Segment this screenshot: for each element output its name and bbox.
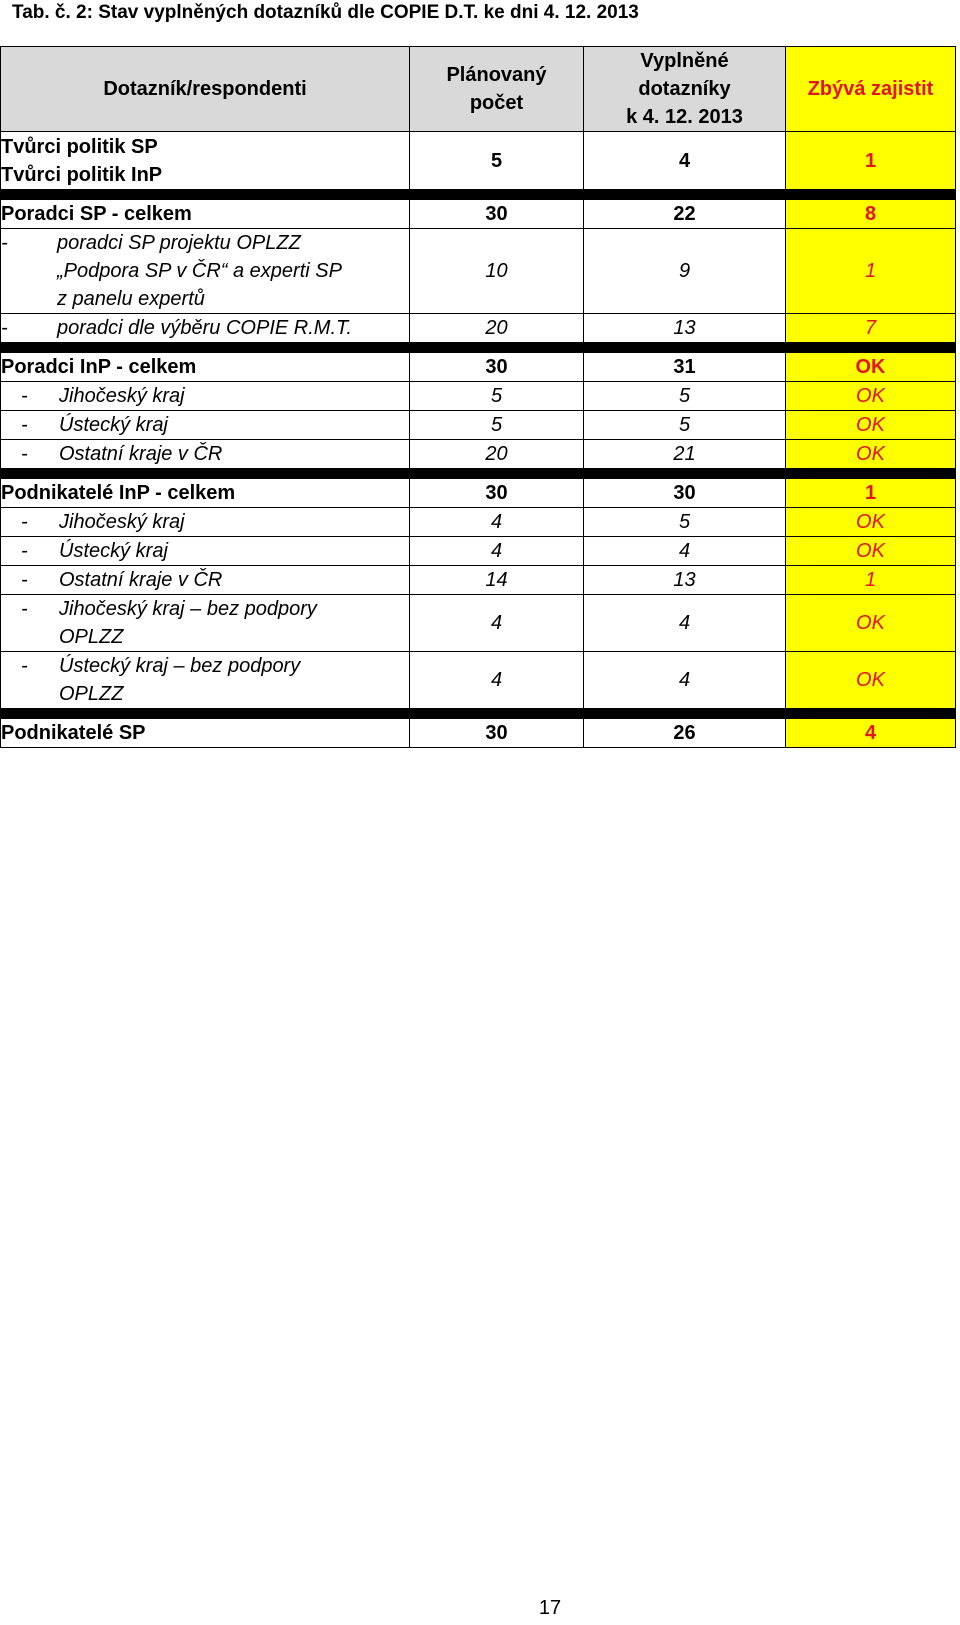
row-label — [1, 382, 410, 411]
remaining-value: OK — [786, 353, 956, 382]
row-label: Poradci InP - celkem — [1, 353, 410, 382]
remaining-value: OK — [786, 537, 956, 566]
dash-marker: - — [1, 317, 8, 339]
table-header-row — [1, 47, 956, 132]
planned-value: 5 — [410, 132, 584, 190]
remaining-value: 7 — [786, 314, 956, 343]
header-remaining: Zbývá zajistit — [786, 47, 956, 132]
remaining-value: 1 — [786, 566, 956, 595]
table-row — [1, 229, 956, 314]
sub-item-text — [59, 595, 317, 651]
filled-value: 26 — [584, 719, 786, 748]
row-label: Podnikatelé SP — [1, 719, 410, 748]
sub-item — [1, 229, 409, 313]
questionnaire-status-table — [0, 46, 956, 748]
remaining-value: OK — [786, 382, 956, 411]
sub-item-line1: Ústecký kraj – bez podpory — [59, 655, 301, 677]
remaining-value: OK — [786, 411, 956, 440]
planned-value: 20 — [410, 314, 584, 343]
sub-item — [1, 314, 409, 342]
sub-item-line2: OPLZZ — [59, 626, 124, 648]
planned-value: 20 — [410, 440, 584, 469]
planned-value: 30 — [410, 200, 584, 229]
sub-item — [1, 537, 409, 565]
filled-value: 13 — [584, 566, 786, 595]
sub-item-text: Jihočeský kraj — [59, 385, 185, 407]
filled-value: 31 — [584, 353, 786, 382]
row-label — [1, 132, 410, 190]
planned-value: 5 — [410, 382, 584, 411]
sub-item — [1, 440, 409, 468]
remaining-value: OK — [786, 508, 956, 537]
row-label — [1, 566, 410, 595]
row-label: Poradci SP - celkem — [1, 200, 410, 229]
sub-item-text: Ostatní kraje v ČR — [59, 569, 223, 591]
planned-value: 4 — [410, 537, 584, 566]
table-row — [1, 314, 956, 343]
table-row — [1, 566, 956, 595]
table-row — [1, 652, 956, 709]
remaining-value: OK — [786, 652, 956, 709]
row-label — [1, 314, 410, 343]
remaining-value: 1 — [786, 132, 956, 190]
dash-marker: - — [21, 569, 28, 591]
sub-item-text: Ústecký kraj — [59, 414, 168, 436]
row-label — [1, 229, 410, 314]
sub-item-line2: OPLZZ — [59, 683, 124, 705]
section-divider — [1, 709, 956, 719]
sub-item-line2: „Podpora SP v ČR“ a experti SP — [57, 260, 342, 282]
header-filled-line1: Vyplněné — [640, 50, 729, 72]
filled-value: 5 — [584, 411, 786, 440]
sub-item-text — [59, 652, 300, 708]
row-label — [1, 411, 410, 440]
row-label — [1, 508, 410, 537]
table-row — [1, 719, 956, 748]
sub-item — [1, 652, 409, 708]
section-divider — [1, 190, 956, 200]
header-filled-line3: k 4. 12. 2013 — [626, 106, 743, 128]
planned-value: 30 — [410, 353, 584, 382]
remaining-value: 1 — [786, 479, 956, 508]
dash-marker: - — [1, 232, 8, 254]
page-number: 17 — [538, 1597, 562, 1619]
planned-value: 30 — [410, 719, 584, 748]
table-row — [1, 508, 956, 537]
dash-marker: - — [21, 414, 28, 436]
filled-value: 21 — [584, 440, 786, 469]
filled-value: 13 — [584, 314, 786, 343]
sub-item-line3: z panelu expertů — [57, 288, 205, 310]
table-row — [1, 595, 956, 652]
dash-marker: - — [21, 511, 28, 533]
row-label: Podnikatelé InP - celkem — [1, 479, 410, 508]
row-label — [1, 537, 410, 566]
header-filled — [584, 47, 786, 132]
dash-marker: - — [21, 385, 28, 407]
remaining-value: 8 — [786, 200, 956, 229]
sub-item-text: poradci dle výběru COPIE R.M.T. — [57, 317, 352, 339]
planned-value: 14 — [410, 566, 584, 595]
dash-marker: - — [21, 598, 28, 620]
remaining-value: 4 — [786, 719, 956, 748]
planned-value: 30 — [410, 479, 584, 508]
table-row — [1, 353, 956, 382]
remaining-value: 1 — [786, 229, 956, 314]
row-label — [1, 440, 410, 469]
header-planned-line1: Plánovaný — [446, 64, 547, 86]
filled-value: 30 — [584, 479, 786, 508]
planned-value: 5 — [410, 411, 584, 440]
table-row — [1, 537, 956, 566]
planned-value: 4 — [410, 652, 584, 709]
table-row — [1, 200, 956, 229]
sub-item-text — [57, 229, 342, 313]
filled-value: 5 — [584, 508, 786, 537]
table-row — [1, 411, 956, 440]
section-divider — [1, 343, 956, 353]
table-caption: Tab. č. 2: Stav vyplněných dotazníků dle COPIE D.T. ke dni 4. 12. 2013 — [12, 2, 639, 23]
sub-item — [1, 566, 409, 594]
filled-value: 4 — [584, 537, 786, 566]
sub-item-text: Ústecký kraj — [59, 540, 168, 562]
sub-item — [1, 508, 409, 536]
remaining-value: OK — [786, 595, 956, 652]
dash-marker: - — [21, 540, 28, 562]
sub-item-line1: Jihočeský kraj – bez podpory — [59, 598, 317, 620]
header-filled-line2: dotazníky — [638, 78, 731, 100]
sub-item — [1, 411, 409, 439]
planned-value: 10 — [410, 229, 584, 314]
filled-value: 9 — [584, 229, 786, 314]
sub-item-line1: poradci SP projektu OPLZZ — [57, 232, 301, 254]
table-row — [1, 440, 956, 469]
section-divider — [1, 469, 956, 479]
filled-value: 22 — [584, 200, 786, 229]
header-planned-line2: počet — [469, 92, 524, 114]
filled-value: 5 — [584, 382, 786, 411]
header-planned — [410, 47, 584, 132]
filled-value: 4 — [584, 132, 786, 190]
remaining-value: OK — [786, 440, 956, 469]
table-row — [1, 479, 956, 508]
planned-value: 4 — [410, 595, 584, 652]
filled-value: 4 — [584, 595, 786, 652]
dash-marker: - — [21, 655, 28, 677]
dash-marker: - — [21, 443, 28, 465]
table-row — [1, 382, 956, 411]
sub-item-text: Jihočeský kraj — [59, 511, 185, 533]
row-label — [1, 595, 410, 652]
filled-value: 4 — [584, 652, 786, 709]
table-row — [1, 132, 956, 190]
sub-item-text: Ostatní kraje v ČR — [59, 443, 223, 465]
sub-item — [1, 382, 409, 410]
row-label-line1: Tvůrci politik SP — [1, 135, 158, 158]
planned-value: 4 — [410, 508, 584, 537]
row-label — [1, 652, 410, 709]
row-label-line2: Tvůrci politik InP — [1, 163, 163, 186]
sub-item — [1, 595, 409, 651]
header-respondents: Dotazník/respondenti — [1, 47, 410, 132]
